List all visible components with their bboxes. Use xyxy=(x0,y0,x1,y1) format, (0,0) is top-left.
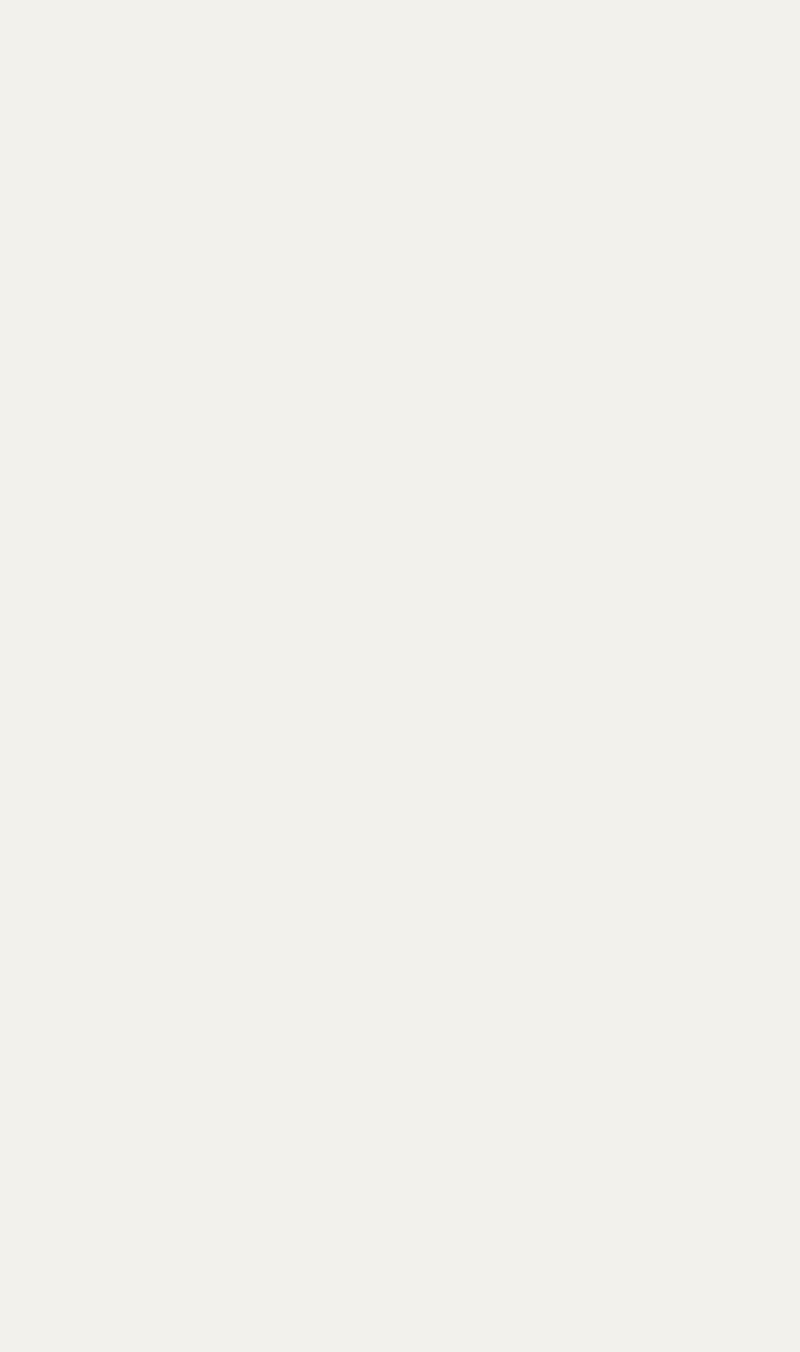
bibliography-content xyxy=(38,74,760,92)
